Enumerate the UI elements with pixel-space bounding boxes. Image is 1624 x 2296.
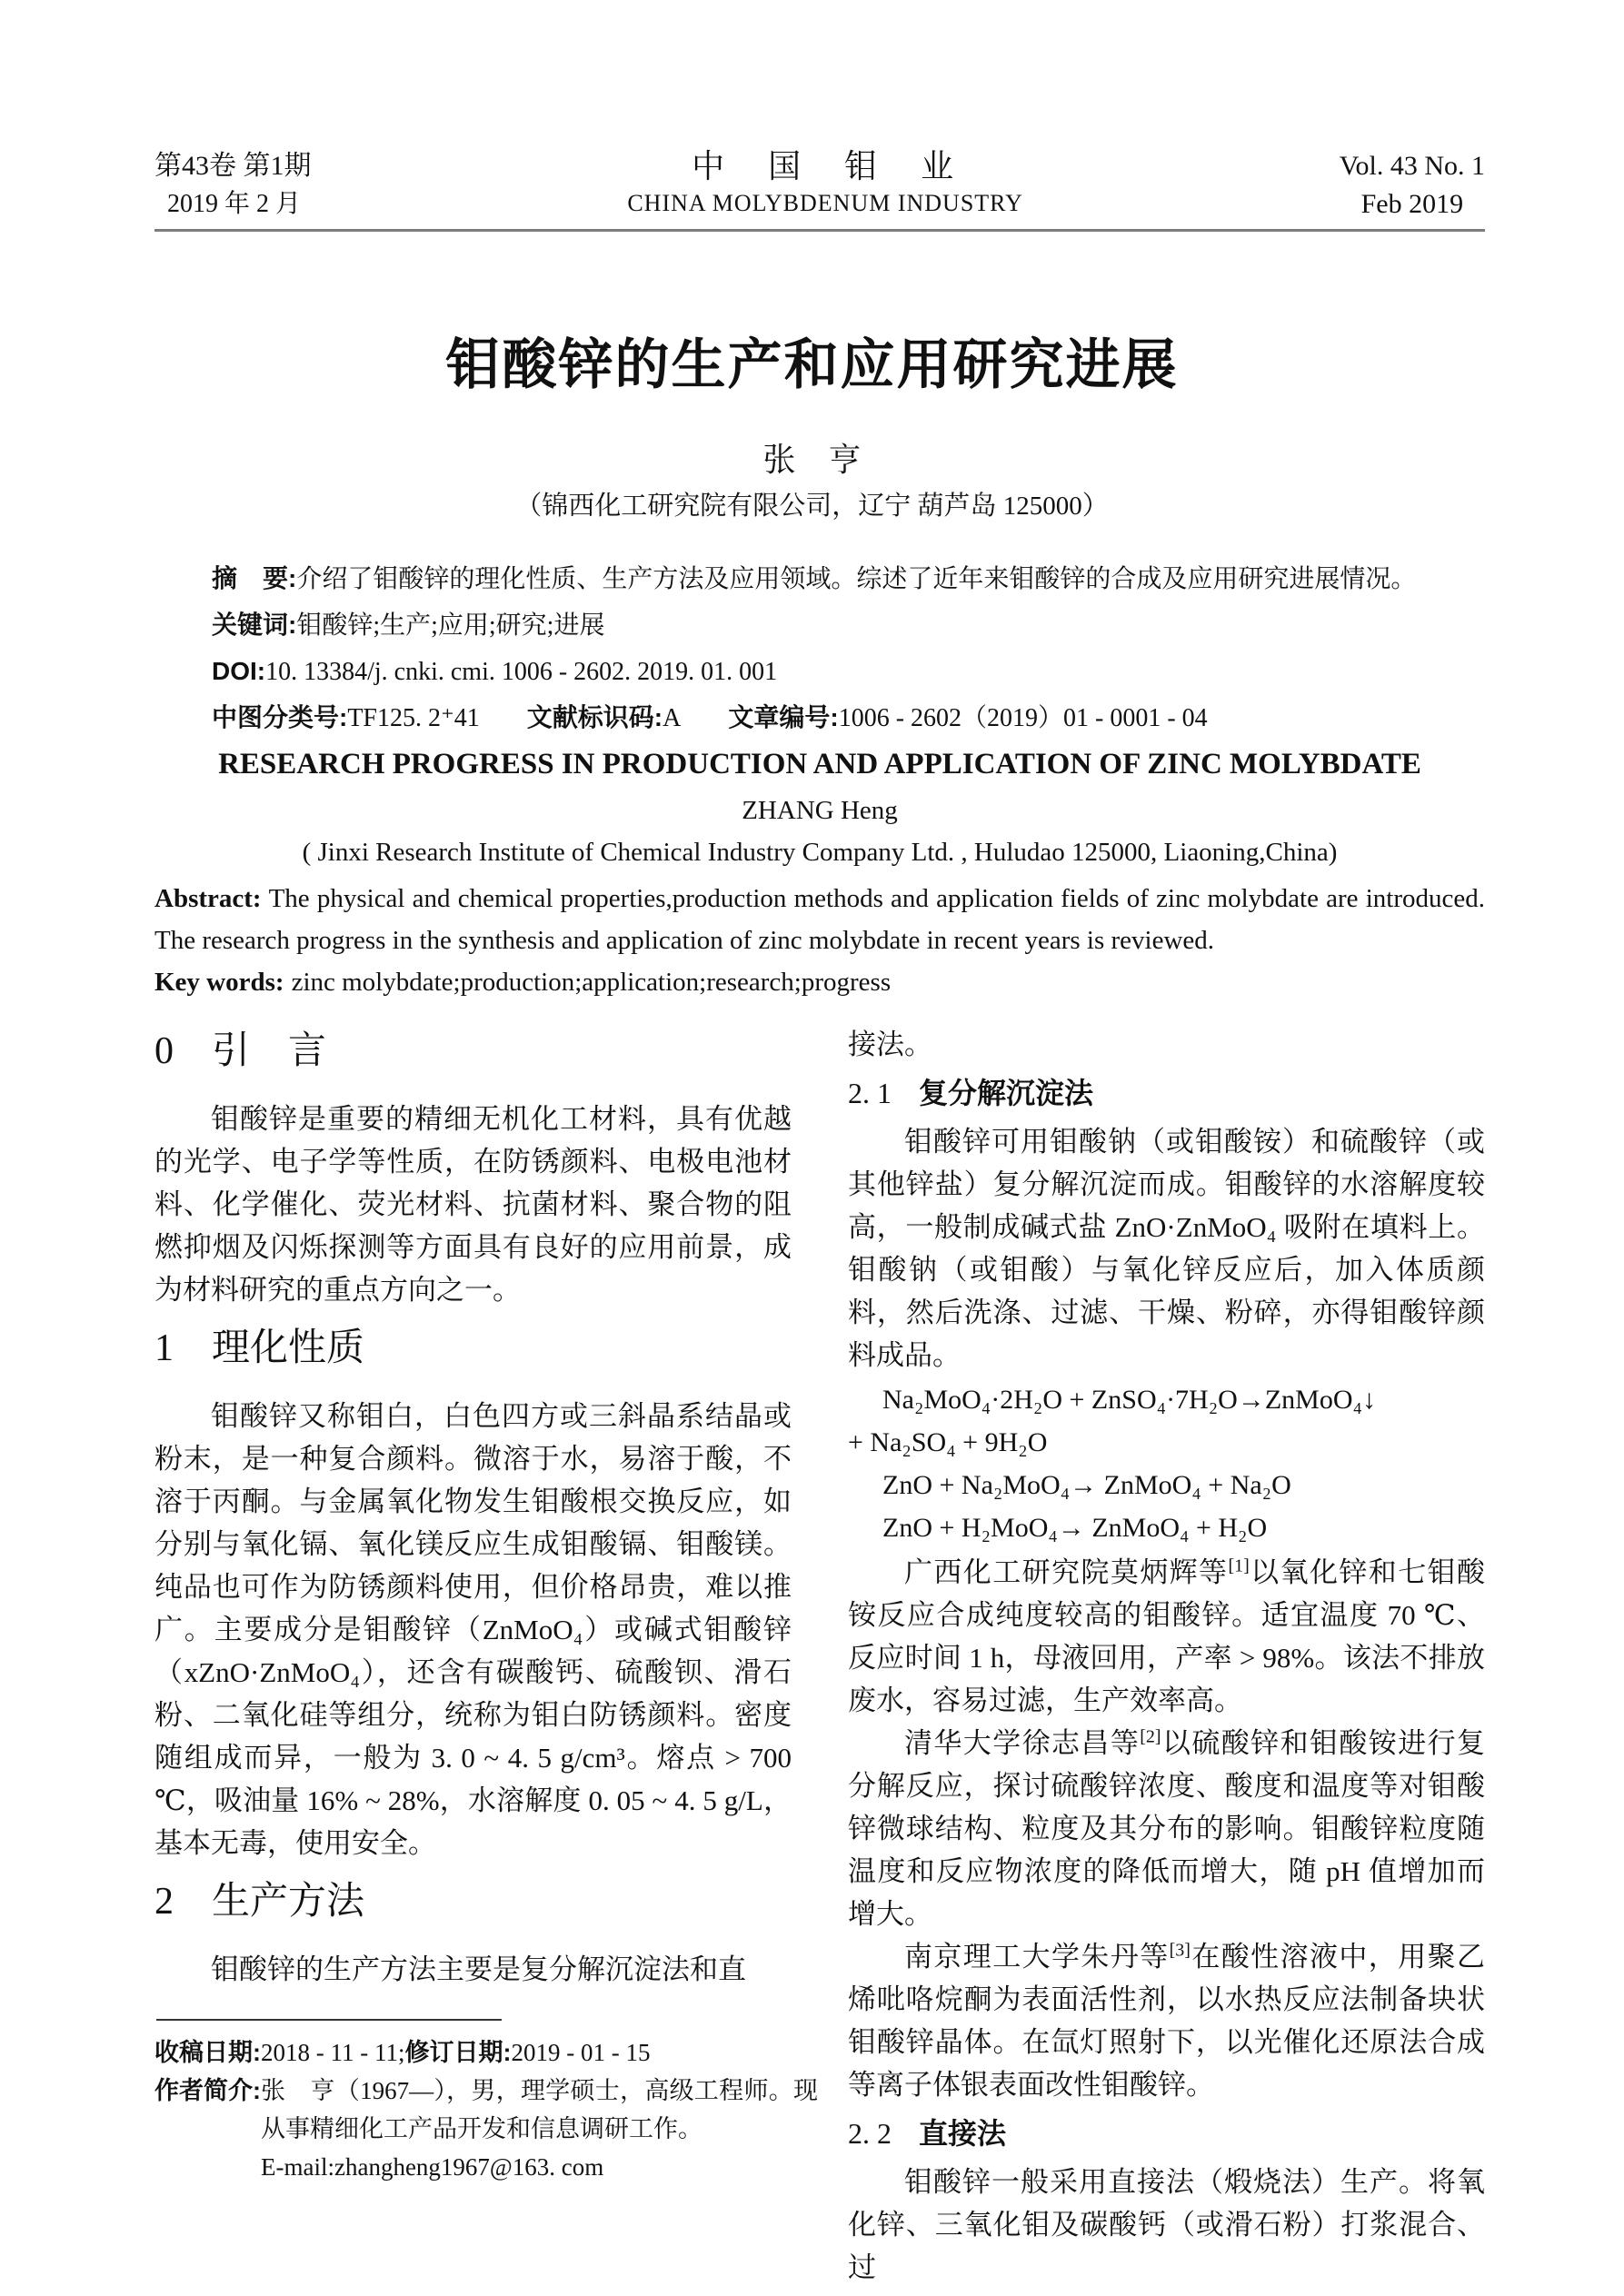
keywords-label-cn: 关键词: [212,611,297,639]
received-date-label: 收稿日期: [154,2039,261,2066]
affiliation-cn: （锦西化工研究院有限公司，辽宁 葫芦岛 125000） [515,492,1109,521]
classification-line [212,695,1439,741]
article-id-label: 文章编号: [728,703,839,731]
journal-name-en: CHINA MOLYBDENUM INDUSTRY [627,190,1023,216]
author-bio-text: 张 亨（1967—），男，理学硕士，高级工程师。现从事精细化工产品开发和信息调研工作。 [261,2077,818,2142]
paragraph-reference-2 [848,1722,1485,1935]
revised-date-label: 修订日期: [404,2039,512,2066]
clc-label: 中图分类号: [212,703,348,731]
paragraph-production-intro: 钼酸锌的生产方法主要是复分解沉淀法和直 [211,1953,746,1985]
paragraph-introduction: 钼酸锌是重要的精细无机化工材料，具有优越的光学、电子学等性质，在防锈颜料、电极电池材料、化学催化、荧光材料、抗菌材料、聚合物的阻燃抑烟及闪烁探测等方面具有良好的应用前景，成为材料研究的重点方向之一。 [154,1103,792,1306]
volume-issue-en: Vol. 43 No. 1 [1339,151,1485,181]
paragraph-metathesis: 钼酸锌可用钼酸钠（或钼酸铵）和硫酸锌（或其他锌盐）复分解沉淀而成。钼酸锌的水溶解度较高，一般制成碱式盐 ZnO·ZnMoO₄ 吸附在填料上。钼酸钠（或钼酸）与氧化锌反应后，加入体质颜料，然后洗涤、过滤、干燥、粉碎，亦得钼酸锌颜料成品。 [848,1126,1485,1371]
paragraph-reference-1 [848,1551,1485,1722]
issue-date-cn: 2019 年 2 月 [167,190,302,218]
keywords-line-en [154,961,1485,1003]
citation-marker-2: [2] [1140,1726,1161,1747]
issue-date-en: Feb 2019 [1360,189,1464,219]
received-date: 2018 - 11 - 11; [261,2039,405,2066]
paragraph-direct-method: 钼酸锌一般采用直接法（煅烧法）生产。将氧化锌、三氧化钼及碳酸钙（或滑石粉）打浆混合、过 [848,2166,1485,2283]
doi-value: 10. 13384/j. cnki. cmi. 1006 - 2602. 2019. 01. 001 [265,658,778,686]
ref2-text-post: 以硫酸锌和钼酸铵进行复分解反应，探讨硫酸锌浓度、酸度和温度等对钼酸锌微球结构、粒度及其分布的影响。钼酸锌粒度随温度和反应物浓度的降低而增大，随 pH 值增加而增大。 [848,1727,1486,1930]
journal-running-head [154,147,1485,224]
clc-value: TF125. 2⁺41 [347,704,480,732]
equation-2: ZnO + Na₂MoO₄→ ZnMoO₄ + Na₂O [882,1470,1291,1500]
ref1-text-pre: 广西化工研究院莫炳辉等 [904,1556,1229,1588]
paragraph-properties: 钼酸锌又称钼白，白色四方或三斜晶系结晶或粉末，是一种复合颜料。微溶于水，易溶于酸，不溶于丙酮。与金属氧化物发生钼酸根交换反应，如分别与氧化镉、氧化镁反应生成钼酸镉、钼酸镁。纯品也可作为防锈颜料使用，但价格昂贵，难以推广。主要成分是钼酸锌（ZnMoO₄）或碱式钼酸锌（xZnO·ZnMoO₄），还含有碳酸钙、硫酸钡、滑石粉、二氧化硅等组分，统称为钼白防锈颜料。密度随组成而异，一般为 3. 0 ~ 4. 5 g/cm³。熔点 > 700 ℃，吸油量 16% ~ 28%，水溶解度 0. 05 ~ 4. 5 g/L，基本无毒，使用安全。 [154,1400,792,1859]
ref3-text-post: 在酸性溶液中，用聚乙烯吡咯烷酮为表面活性剂，以水热反应法制备块状钼酸锌晶体。在氙灯照射下，以光催化还原法合成等离子体银表面改性钼酸锌。 [848,1941,1486,2101]
first-page-footnote [154,2019,818,2186]
article-title-en: RESEARCH PROGRESS IN PRODUCTION AND APPLICATION OF ZINC MOLYBDATE [218,748,1421,780]
article-id-value: 1006 - 2602（2019）01 - 0001 - 04 [838,704,1208,732]
author-bio [154,2072,818,2186]
keywords-text-en: zinc molybdate;production;application;research;progress [291,968,892,997]
volume-issue-cn: 第43卷 第1期 [154,151,312,181]
article-title-cn: 钼酸锌的生产和应用研究进展 [445,334,1179,395]
section-heading-production: 2 生产方法 [154,1881,365,1923]
revised-date: 2019 - 01 - 15 [511,2039,651,2066]
equation-1: Na₂MoO₄·2H₂O + ZnSO₄·7H₂O→ZnMoO₄↓ [882,1385,1376,1415]
author-name-en: ZHANG Heng [742,796,898,825]
right-column [848,1023,1485,2289]
dates-line [154,2033,818,2072]
abstract-text-en: The physical and chemical properties,production methods and application fields of zinc molybdate are introduced. The research progress in the synthesis and application of zinc molybdate in recent years is reviewed. [154,884,1485,955]
author-bio-body [261,2072,818,2186]
doc-code-label: 文献标识码: [526,703,663,731]
chinese-meta-block [212,556,1439,741]
author-bio-label: 作者简介: [154,2077,261,2104]
keywords-label-en: Key words: [154,968,284,997]
section-heading-properties: 1 理化性质 [154,1327,365,1369]
abstract-label-en: Abstract: [154,884,262,913]
doi-line [212,649,1439,695]
doi-label: DOI: [212,657,266,685]
subsection-heading-direct-method [848,2112,1485,2155]
subsection-number: 2. 1 [848,1077,892,1109]
header-divider [154,229,1485,232]
keywords-text-cn: 钼酸锌;生产;应用;研究;进展 [296,611,605,640]
ref3-text-pre: 南京理工大学朱丹等 [904,1941,1170,1973]
header-center [627,147,1023,222]
citation-marker-3: [3] [1169,1940,1191,1961]
equation-3: ZnO + H₂MoO₄→ ZnMoO₄ + H₂O [882,1513,1268,1543]
header-right [1340,147,1485,224]
footnote-divider [156,2019,502,2021]
section-heading-introduction: 0 引 言 [154,1030,327,1072]
chemical-equations [848,1378,1485,1549]
ref2-text-pre: 清华大学徐志昌等 [904,1727,1141,1759]
abstract-text-cn: 介绍了钼酸锌的理化性质、生产方法及应用领域。综述了近年来钼酸锌的合成及应用研究进展情况。 [296,565,1417,593]
abstract-line-cn [212,556,1439,602]
english-meta-block [154,745,1485,1003]
citation-marker-1: [1] [1228,1556,1250,1576]
header-left [154,147,312,224]
abstract-line-en [154,878,1485,961]
keywords-line-cn [212,602,1439,649]
ref1-text-post: 以氧化锌和七钼酸铵反应合成纯度较高的钼酸锌。适宜温度 70 ℃、反应时间 1 h，母液回用，产率 > 98%。该法不排放废水，容易过滤，生产效率高。 [848,1556,1486,1716]
subsection-number: 2. 2 [848,2117,892,2150]
author-email: E-mail:zhangheng1967@163. com [261,2153,604,2181]
subsection-title: 直接法 [919,2117,1007,2150]
affiliation-en: ( Jinxi Research Institute of Chemical Industry Company Ltd. , Huludao 125000, Liaoning,China) [302,838,1338,867]
paragraph-continuation: 接法。 [848,1029,932,1060]
paragraph-reference-3 [848,1935,1485,2106]
journal-name-cn: 中 国 钼 业 [692,148,960,184]
doc-code-value: A [663,704,682,732]
equation-1-continued: + Na₂SO₄ + 9H₂O [848,1427,1048,1457]
subsection-title: 复分解沉淀法 [919,1077,1094,1109]
author-name-cn: 张 亨 [762,442,862,478]
abstract-label-cn: 摘 要: [212,564,297,592]
subsection-heading-metathesis [848,1071,1485,1115]
